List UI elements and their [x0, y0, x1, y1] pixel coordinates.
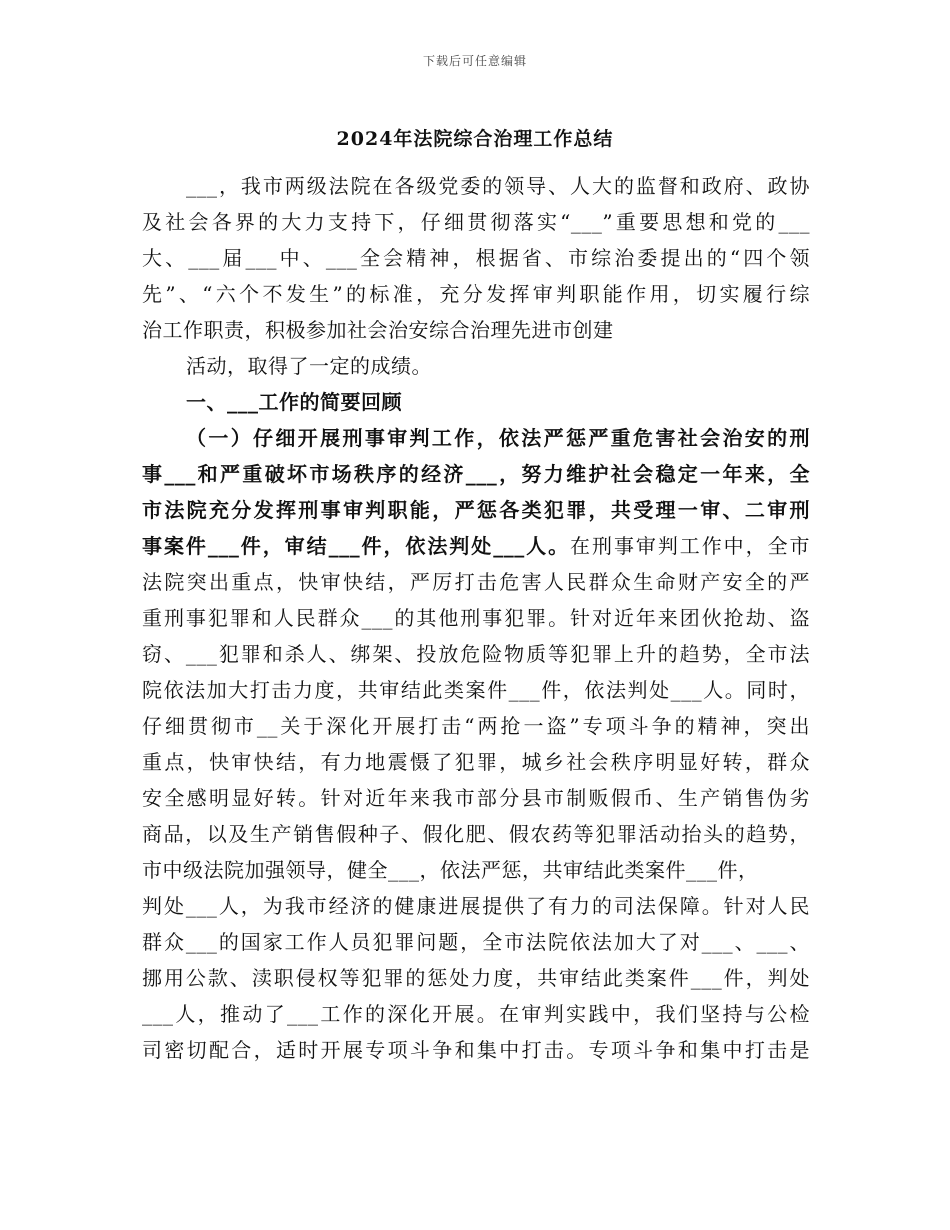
paragraph-line: ___，我市两级法院在各级党委的领导、人大的监督和政府、政协 — [186, 174, 810, 198]
document-title: 2024年法院综合治理工作总结 — [336, 128, 614, 150]
subsection-heading-line: （一）仔细开展刑事审判工作，依法严惩严重危害社会治安的刑 — [186, 426, 810, 450]
paragraph-line: 判处___人，为我市经济的健康进展提供了有力的司法保障。针对人民 — [142, 894, 810, 918]
paragraph-line: ___人，推动了___工作的深化开展。在审判实践中，我们坚持与公检 — [142, 1002, 810, 1026]
paragraph-line: 治工作职责，积极参加社会治安综合治理先进市创建 — [142, 318, 614, 342]
paragraph-line: 重点，快审快结，有力地震慑了犯罪，城乡社会秩序明显好转，群众 — [142, 750, 810, 774]
paragraph-line: 活动，取得了一定的成绩。 — [186, 354, 432, 378]
document-body — [142, 168, 810, 1068]
paragraph-line: 先”、“六个不发生”的标准，充分发挥审判职能作用，切实履行综 — [142, 282, 810, 306]
subsection-heading-line: 市法院充分发挥刑事审判职能，严惩各类犯罪，共受理一审、二审刑 — [142, 498, 810, 522]
paragraph-line: 重刑事犯罪和人民群众___的其他刑事犯罪。针对近年来团伙抢劫、盗 — [142, 606, 810, 630]
subsection-heading-end: 事案件___件，审结___件，依法判处___人。 — [142, 534, 571, 558]
paragraph-line: 挪用公款、渎职侵权等犯罪的惩处力度，共审结此类案件___件，判处 — [142, 966, 810, 990]
subsection-heading-line: 事___和严重破坏市场秩序的经济___，努力维护社会稳定一年来，全 — [142, 462, 810, 486]
paragraph-line: 法院突出重点，快审快结，严厉打击危害人民群众生命财产安全的严 — [142, 570, 810, 594]
paragraph-line: 仔细贯彻市__关于深化开展打击“两抢一盗”专项斗争的精神，突出 — [142, 714, 810, 738]
paragraph-line: 窃、___犯罪和杀人、绑架、投放危险物质等犯罪上升的趋势，全市法 — [142, 642, 810, 666]
paragraph-line: 司密切配合，适时开展专项斗争和集中打击。专项斗争和集中打击是 — [142, 1038, 810, 1062]
paragraph-line — [142, 528, 810, 564]
paragraph-line: 群众___的国家工作人员犯罪问题，全市法院依法加大了对___、___、 — [142, 930, 810, 954]
paragraph-line: 院依法加大打击力度，共审结此类案件___件，依法判处___人。同时， — [142, 678, 810, 702]
header-note: 下载后可任意编辑 — [422, 54, 527, 68]
paragraph-line: 市中级法院加强领导，健全___，依法严惩，共审结此类案件___件， — [142, 858, 759, 882]
section-heading: 一、___工作的简要回顾 — [186, 390, 402, 414]
paragraph-line: 及社会各界的大力支持下，仔细贯彻落实“___”重要思想和党的___ — [142, 210, 810, 234]
paragraph-text: 在刑事审判工作中，全市 — [570, 534, 811, 558]
paragraph-line: 大、___届___中、___全会精神，根据省、市综治委提出的“四个领 — [142, 246, 810, 270]
paragraph-line: 安全感明显好转。针对近年来我市部分县市制贩假币、生产销售伪劣 — [142, 786, 810, 810]
paragraph-line: 商品，以及生产销售假种子、假化肥、假农药等犯罪活动抬头的趋势， — [142, 822, 810, 846]
